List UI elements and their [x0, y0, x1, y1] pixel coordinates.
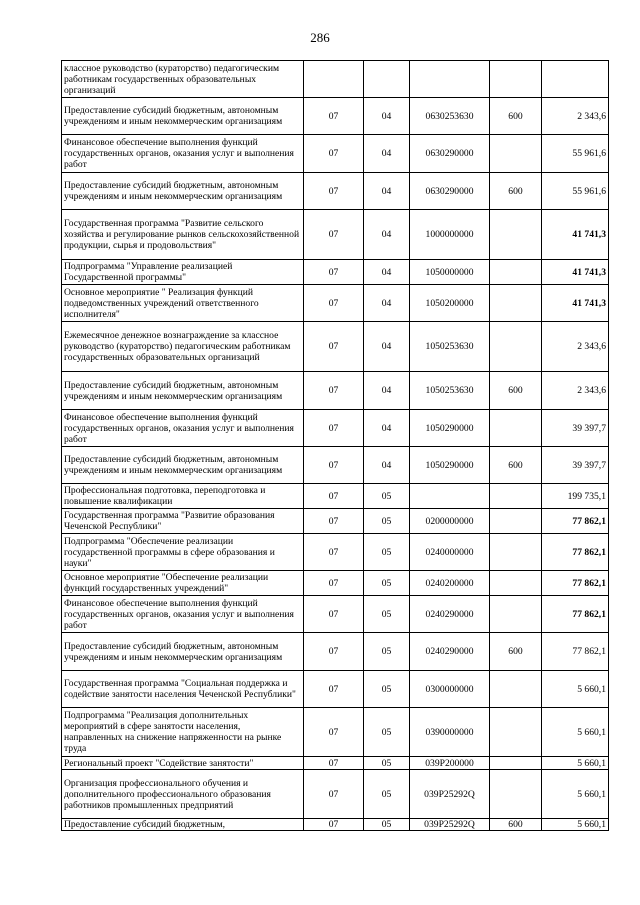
cell-subsection: 05 [364, 484, 410, 509]
cell-subsection: 04 [364, 210, 410, 260]
cell-expense-type [490, 322, 542, 372]
cell-expense-type: 600 [490, 819, 542, 831]
cell-expense-type [490, 708, 542, 757]
cell-expense-type [490, 484, 542, 509]
cell-amount: 199 735,1 [542, 484, 609, 509]
table-row [62, 410, 609, 447]
cell-amount: 39 397,7 [542, 447, 609, 484]
table-row [62, 260, 609, 285]
cell-amount: 5 660,1 [542, 757, 609, 770]
cell-name: Предоставление субсидий бюджетным, автономным учреждениям и иным некоммерческим организациям [62, 173, 304, 210]
cell-section: 07 [304, 596, 364, 633]
cell-subsection: 05 [364, 509, 410, 534]
cell-expense-type [490, 596, 542, 633]
cell-amount: 77 862,1 [542, 571, 609, 596]
cell-name: Финансовое обеспечение выполнения функций государственных органов, оказания услуг и выполнения работ [62, 596, 304, 633]
cell-subsection: 04 [364, 285, 410, 322]
cell-subsection: 04 [364, 410, 410, 447]
cell-section: 07 [304, 260, 364, 285]
cell-subsection: 04 [364, 447, 410, 484]
cell-section: 07 [304, 509, 364, 534]
cell-target-article: 0240290000 [410, 596, 490, 633]
cell-subsection: 05 [364, 757, 410, 770]
cell-amount: 2 343,6 [542, 372, 609, 410]
cell-section: 07 [304, 484, 364, 509]
table-row [62, 484, 609, 509]
cell-subsection: 05 [364, 534, 410, 571]
cell-target-article: 1050253630 [410, 372, 490, 410]
cell-name: Государственная программа "Социальная поддержка и содействие занятости населения Чеченской Республики" [62, 671, 304, 708]
cell-name: Ежемесячное денежное вознаграждение за классное руководство (кураторство) педагогическим работникам государственных образовательных организаций [62, 322, 304, 372]
cell-target-article: 1050200000 [410, 285, 490, 322]
cell-name: Организация профессионального обучения и дополнительного профессионального образования работников промышленных предприятий [62, 770, 304, 819]
cell-name: Государственная программа "Развитие образования Чеченской Республики" [62, 509, 304, 534]
cell-target-article: 1050290000 [410, 447, 490, 484]
cell-subsection [364, 61, 410, 98]
cell-name: Подпрограмма "Управление реализацией Государственной программы" [62, 260, 304, 285]
table-row [62, 596, 609, 633]
cell-expense-type: 600 [490, 173, 542, 210]
table-row [62, 322, 609, 372]
cell-target-article: 039P25292Q [410, 770, 490, 819]
cell-target-article: 039P200000 [410, 757, 490, 770]
cell-name: Профессиональная подготовка, переподготовка и повышение квалификации [62, 484, 304, 509]
cell-amount: 2 343,6 [542, 98, 609, 135]
cell-target-article: 0630253630 [410, 98, 490, 135]
cell-amount: 41 741,3 [542, 260, 609, 285]
cell-name: Финансовое обеспечение выполнения функций государственных органов, оказания услуг и выполнения работ [62, 135, 304, 173]
table-row [62, 509, 609, 534]
cell-section: 07 [304, 173, 364, 210]
cell-expense-type [490, 260, 542, 285]
cell-amount [542, 61, 609, 98]
cell-target-article: 1050000000 [410, 260, 490, 285]
table-row [62, 571, 609, 596]
table-row [62, 210, 609, 260]
table-row [62, 671, 609, 708]
cell-expense-type: 600 [490, 372, 542, 410]
cell-target-article: 0240290000 [410, 633, 490, 671]
cell-amount: 2 343,6 [542, 322, 609, 372]
cell-amount: 41 741,3 [542, 210, 609, 260]
cell-subsection: 05 [364, 571, 410, 596]
table-row [62, 285, 609, 322]
cell-section: 07 [304, 98, 364, 135]
cell-section [304, 61, 364, 98]
cell-name: Предоставление субсидий бюджетным, автономным учреждениям и иным некоммерческим организациям [62, 98, 304, 135]
cell-amount: 5 660,1 [542, 708, 609, 757]
cell-subsection: 05 [364, 671, 410, 708]
table-row [62, 447, 609, 484]
cell-expense-type [490, 671, 542, 708]
cell-amount: 77 862,1 [542, 633, 609, 671]
table-row [62, 633, 609, 671]
cell-target-article: 1050253630 [410, 322, 490, 372]
cell-expense-type: 600 [490, 633, 542, 671]
cell-target-article: 0240200000 [410, 571, 490, 596]
table-body [62, 61, 609, 831]
cell-amount: 55 961,6 [542, 173, 609, 210]
cell-section: 07 [304, 410, 364, 447]
cell-amount: 55 961,6 [542, 135, 609, 173]
cell-name: Предоставление субсидий бюджетным, [62, 819, 304, 831]
cell-section: 07 [304, 770, 364, 819]
cell-expense-type [490, 770, 542, 819]
table-row [62, 819, 609, 831]
cell-section: 07 [304, 534, 364, 571]
cell-name: Предоставление субсидий бюджетным, автономным учреждениям и иным некоммерческим организациям [62, 447, 304, 484]
cell-subsection: 05 [364, 596, 410, 633]
cell-name: Региональный проект "Содействие занятости" [62, 757, 304, 770]
cell-expense-type [490, 410, 542, 447]
cell-subsection: 05 [364, 770, 410, 819]
cell-expense-type [490, 757, 542, 770]
cell-name: Государственная программа "Развитие сельского хозяйства и регулирование рынков сельскохозяйственной продукции, сырья и продовольствия" [62, 210, 304, 260]
cell-subsection: 04 [364, 135, 410, 173]
table-row [62, 98, 609, 135]
cell-name: Финансовое обеспечение выполнения функций государственных органов, оказания услуг и выполнения работ [62, 410, 304, 447]
cell-subsection: 04 [364, 260, 410, 285]
cell-expense-type: 600 [490, 447, 542, 484]
cell-amount: 77 862,1 [542, 509, 609, 534]
cell-subsection: 05 [364, 708, 410, 757]
page-number: 286 [310, 30, 330, 45]
cell-expense-type [490, 285, 542, 322]
cell-name: Основное мероприятие " Реализация функций подведомственных учреждений ответственного исполнителя" [62, 285, 304, 322]
cell-name: классное руководство (кураторство) педагогическим работникам государственных образовательных организаций [62, 61, 304, 98]
table-row [62, 135, 609, 173]
cell-target-article: 039P25292Q [410, 819, 490, 831]
cell-amount: 77 862,1 [542, 596, 609, 633]
cell-section: 07 [304, 571, 364, 596]
cell-expense-type [490, 210, 542, 260]
cell-expense-type [490, 571, 542, 596]
cell-subsection: 04 [364, 173, 410, 210]
cell-section: 07 [304, 285, 364, 322]
cell-section: 07 [304, 671, 364, 708]
cell-target-article: 0240000000 [410, 534, 490, 571]
cell-target-article [410, 484, 490, 509]
cell-target-article: 0390000000 [410, 708, 490, 757]
table-row [62, 708, 609, 757]
table-row [62, 173, 609, 210]
cell-subsection: 04 [364, 372, 410, 410]
cell-target-article: 0630290000 [410, 135, 490, 173]
cell-section: 07 [304, 135, 364, 173]
cell-subsection: 05 [364, 633, 410, 671]
cell-target-article: 0300000000 [410, 671, 490, 708]
cell-name: Подпрограмма "Реализация дополнительных мероприятий в сфере занятости населения, направленных на снижение напряженности на рынке труда [62, 708, 304, 757]
table-row [62, 61, 609, 98]
table-row [62, 534, 609, 571]
cell-target-article [410, 61, 490, 98]
cell-section: 07 [304, 447, 364, 484]
cell-target-article: 1050290000 [410, 410, 490, 447]
cell-expense-type [490, 534, 542, 571]
cell-amount: 39 397,7 [542, 410, 609, 447]
cell-expense-type [490, 135, 542, 173]
cell-target-article: 0200000000 [410, 509, 490, 534]
cell-name: Подпрограмма "Обеспечение реализации государственной программы в сфере образования и науки" [62, 534, 304, 571]
cell-section: 07 [304, 372, 364, 410]
cell-expense-type [490, 61, 542, 98]
cell-subsection: 04 [364, 322, 410, 372]
cell-section: 07 [304, 819, 364, 831]
cell-name: Основное мероприятие "Обеспечение реализации функций государственных учреждений" [62, 571, 304, 596]
cell-expense-type: 600 [490, 98, 542, 135]
cell-name: Предоставление субсидий бюджетным, автономным учреждениям и иным некоммерческим организациям [62, 633, 304, 671]
cell-amount: 5 660,1 [542, 671, 609, 708]
table-row [62, 372, 609, 410]
table-row [62, 770, 609, 819]
cell-section: 07 [304, 708, 364, 757]
cell-subsection: 04 [364, 98, 410, 135]
cell-amount: 5 660,1 [542, 770, 609, 819]
cell-name: Предоставление субсидий бюджетным, автономным учреждениям и иным некоммерческим организациям [62, 372, 304, 410]
cell-section: 07 [304, 322, 364, 372]
cell-target-article: 0630290000 [410, 173, 490, 210]
cell-target-article: 1000000000 [410, 210, 490, 260]
cell-subsection: 05 [364, 819, 410, 831]
budget-table [61, 60, 609, 831]
table-row [62, 757, 609, 770]
cell-section: 07 [304, 757, 364, 770]
cell-expense-type [490, 509, 542, 534]
cell-section: 07 [304, 210, 364, 260]
cell-amount: 41 741,3 [542, 285, 609, 322]
cell-amount: 77 862,1 [542, 534, 609, 571]
cell-section: 07 [304, 633, 364, 671]
cell-amount: 5 660,1 [542, 819, 609, 831]
